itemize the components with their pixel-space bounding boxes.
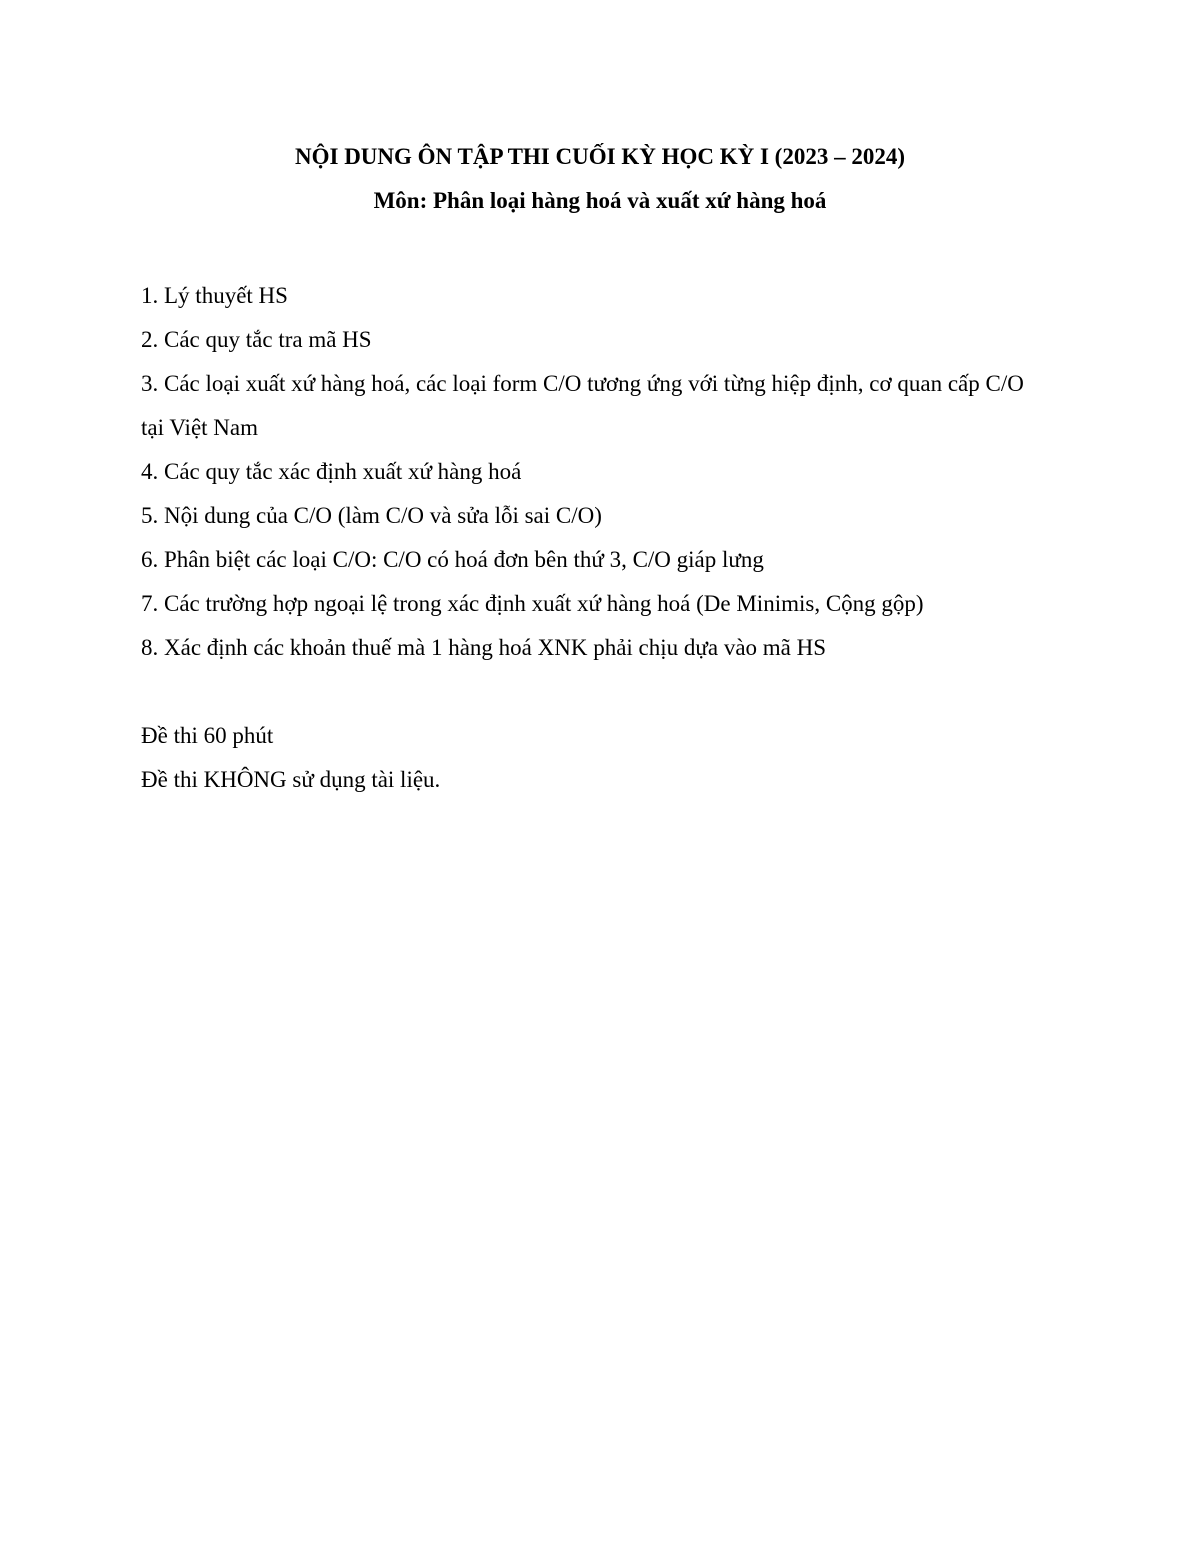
exam-duration: Đề thi 60 phút: [141, 723, 274, 748]
list-item: 5. Nội dung của C/O (làm C/O và sửa lỗi sai C/O): [141, 503, 602, 528]
list-item: 3. Các loại xuất xứ hàng hoá, các loại form C/O tương ứng với từng hiệp định, cơ quan cấp C/O tại Việt Nam: [141, 371, 1024, 440]
list-item: 4. Các quy tắc xác định xuất xứ hàng hoá: [141, 459, 522, 484]
list-item: 6. Phân biệt các loại C/O: C/O có hoá đơn bên thứ 3, C/O giáp lưng: [141, 547, 764, 572]
topic-list: [141, 274, 1041, 670]
page-subtitle: Môn: Phân loại hàng hoá và xuất xứ hàng hoá: [373, 188, 827, 213]
exam-materials-note: Đề thi KHÔNG sử dụng tài liệu.: [141, 767, 441, 792]
list-item: 2. Các quy tắc tra mã HS: [141, 327, 372, 352]
page-title: NỘI DUNG ÔN TẬP THI CUỐI KỲ HỌC KỲ I (2023 – 2024): [295, 144, 905, 169]
list-item: 1. Lý thuyết HS: [141, 283, 288, 308]
list-item: 8. Xác định các khoản thuế mà 1 hàng hoá XNK phải chịu dựa vào mã HS: [141, 635, 827, 660]
list-item: 7. Các trường hợp ngoại lệ trong xác định xuất xứ hàng hoá (De Minimis, Cộng gộp): [141, 591, 924, 616]
exam-notes: [141, 714, 1041, 802]
